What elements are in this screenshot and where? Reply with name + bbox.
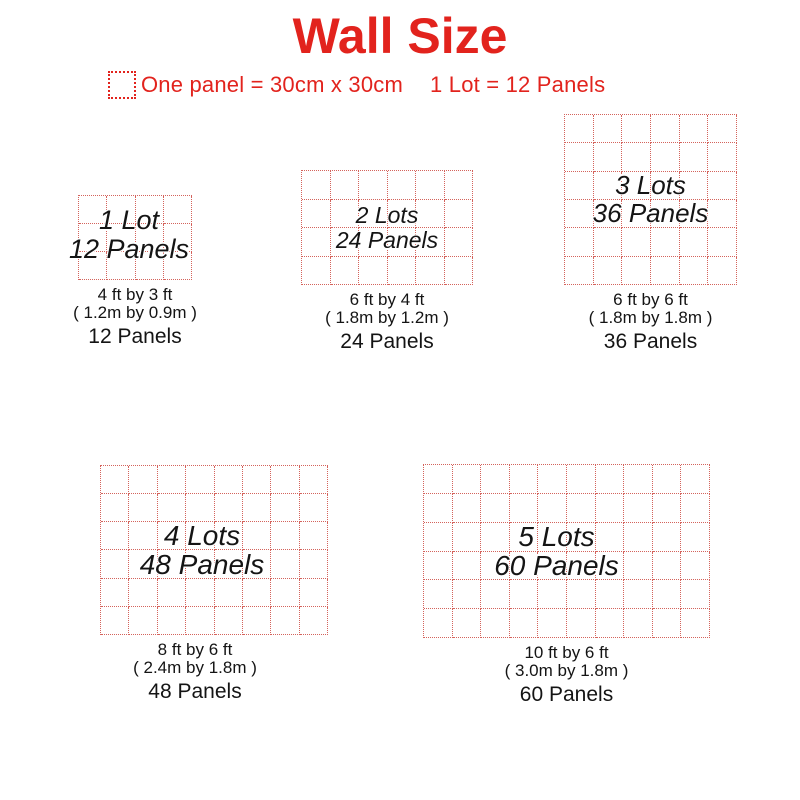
lot-label-line1: 2 Lots [355,202,419,229]
lot-label-line1: 1 Lot [98,205,160,236]
wall-caption [73,286,197,349]
lot-label [301,170,473,285]
caption-size-ft: 8 ft by 6 ft [157,640,233,659]
one-panel-swatch-icon [108,71,136,99]
wall-figure-1-lot [68,195,197,348]
wall-figure-2-lots [301,170,473,353]
caption-panels: 12 Panels [88,325,182,348]
lot-label [68,192,190,277]
caption-size-ft: 6 ft by 4 ft [349,290,425,309]
legend-panel-text: One panel = 30cm x 30cm [141,72,404,97]
caption-size-ft: 6 ft by 6 ft [613,290,688,309]
caption-panels: 48 Panels [148,680,242,703]
caption-size-m: ( 2.4m by 1.8m ) [133,658,257,677]
lot-label-line1: 3 Lots [615,170,686,201]
lot-label [88,465,316,635]
legend-lot-text: 1 Lot = 12 Panels [430,72,606,97]
legend [108,71,605,99]
lot-label-line2: 24 Panels [335,226,439,253]
lot-label-line2: 48 Panels [139,549,265,580]
caption-size-ft: 10 ft by 6 ft [524,643,609,662]
wall-caption [589,291,713,354]
caption-size-m: ( 1.8m by 1.2m ) [325,308,449,327]
wall-caption [133,641,257,704]
lot-label-line1: 5 Lots [518,520,595,552]
lot-label-line2: 36 Panels [592,197,709,228]
page-title: Wall Size [292,8,508,64]
caption-size-ft: 4 ft by 3 ft [97,285,173,304]
caption-panels: 60 Panels [519,683,614,706]
wall-caption [325,291,449,354]
wall-figure-5-lots [423,464,710,706]
caption-size-m: ( 1.8m by 1.8m ) [588,308,713,327]
caption-panels: 24 Panels [340,330,434,353]
lot-label-line2: 60 Panels [494,550,619,581]
caption-panels: 36 Panels [603,330,698,353]
wall-caption [505,644,629,707]
lot-label [413,464,700,638]
wall-figure-4-lots [100,465,328,703]
caption-size-m: ( 1.2m by 0.9m ) [73,303,197,322]
wall-figure-3-lots [564,114,737,353]
lot-label-line1: 4 Lots [163,519,241,551]
lot-label-line2: 12 Panels [68,233,190,264]
caption-size-m: ( 3.0m by 1.8m ) [504,661,629,680]
lot-label [564,114,737,285]
